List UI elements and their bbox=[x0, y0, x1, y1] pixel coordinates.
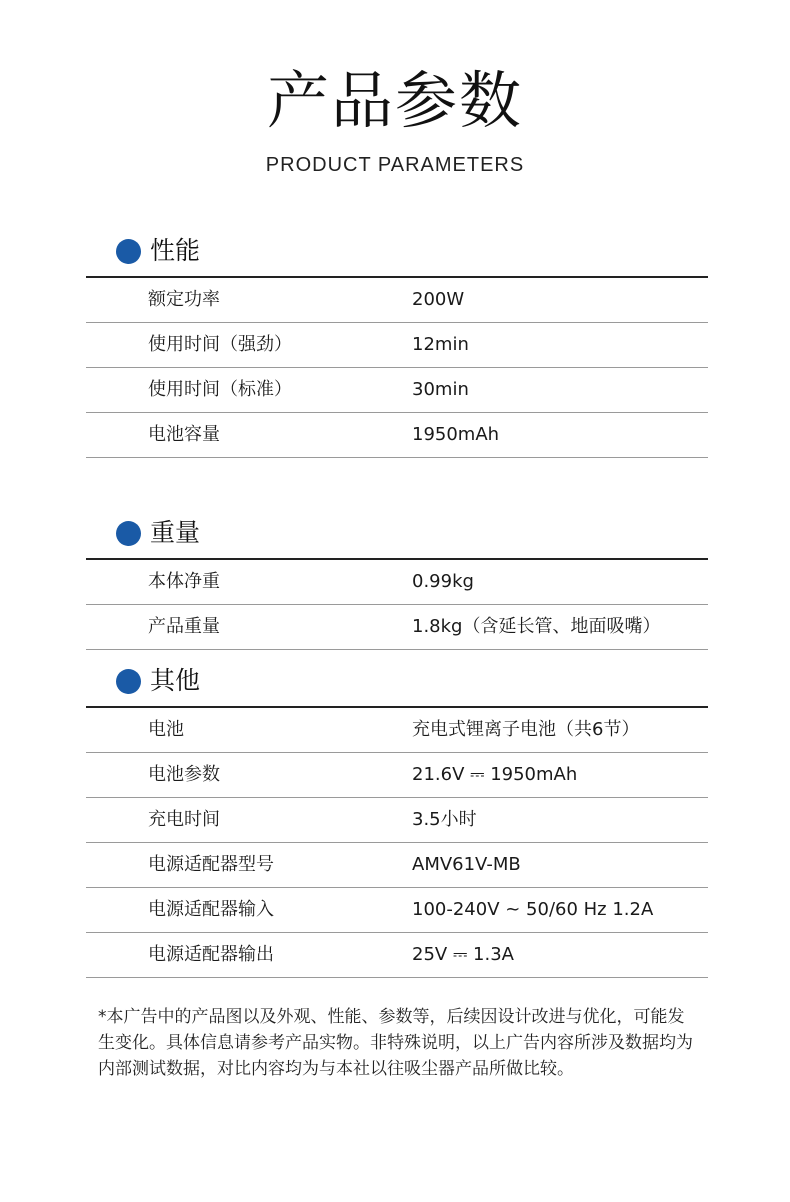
section-title: 其他 bbox=[150, 666, 201, 695]
row-label: 电源适配器输入 bbox=[148, 899, 274, 920]
spec-table bbox=[86, 276, 708, 458]
row-label: 使用时间（强劲） bbox=[148, 334, 292, 355]
page-title: 产品参数 bbox=[266, 64, 523, 137]
table-row bbox=[86, 888, 708, 933]
table-row bbox=[86, 708, 708, 753]
row-value: 1950mAh bbox=[412, 424, 500, 445]
row-label: 电源适配器型号 bbox=[148, 854, 274, 875]
section-header bbox=[86, 228, 708, 276]
row-value: 0.99kg bbox=[412, 571, 474, 592]
bullet-dot-icon bbox=[116, 669, 141, 694]
row-label: 使用时间（标准） bbox=[148, 379, 292, 400]
section-header bbox=[86, 510, 708, 558]
row-value: 30min bbox=[412, 379, 469, 400]
row-value: 25V ⎓ 1.3A bbox=[412, 944, 514, 965]
table-row bbox=[86, 278, 708, 323]
row-value: 21.6V ⎓ 1950mAh bbox=[412, 764, 578, 785]
section-header bbox=[86, 658, 708, 706]
row-label: 电源适配器输出 bbox=[148, 944, 274, 965]
section-performance bbox=[86, 228, 708, 458]
table-row bbox=[86, 605, 708, 650]
spec-table bbox=[86, 558, 708, 650]
table-row bbox=[86, 753, 708, 798]
table-row bbox=[86, 933, 708, 978]
row-label: 电池 bbox=[148, 719, 184, 740]
row-label: 电池容量 bbox=[148, 424, 220, 445]
row-value: 12min bbox=[412, 334, 469, 355]
section-title: 性能 bbox=[150, 236, 201, 265]
row-label: 产品重量 bbox=[148, 616, 220, 637]
table-row bbox=[86, 843, 708, 888]
table-row bbox=[86, 560, 708, 605]
bullet-dot-icon bbox=[116, 521, 141, 546]
row-label: 额定功率 bbox=[148, 289, 220, 310]
page-subtitle: PRODUCT PARAMETERS bbox=[265, 154, 525, 176]
table-row bbox=[86, 368, 708, 413]
table-row bbox=[86, 798, 708, 843]
table-row bbox=[86, 323, 708, 368]
row-value: 100-240V ~ 50/60 Hz 1.2A bbox=[412, 899, 654, 920]
spec-table bbox=[86, 706, 708, 978]
section-other bbox=[86, 658, 708, 978]
section-title: 重量 bbox=[150, 518, 201, 547]
row-label: 电池参数 bbox=[148, 764, 220, 785]
section-weight bbox=[86, 510, 708, 650]
row-label: 本体净重 bbox=[148, 571, 220, 592]
row-value: AMV61V-MB bbox=[412, 854, 521, 875]
row-value: 3.5小时 bbox=[412, 809, 477, 830]
disclaimer-note: *本广告中的产品图以及外观、性能、参数等，后续因设计改进与优化，可能发生变化。具体信息请参考产品实物。非特殊说明，以上广告内容所涉及数据均为内部测试数据，对比内容均为与本社以往吸尘器产品所做比较。 bbox=[98, 1007, 693, 1079]
bullet-dot-icon bbox=[116, 239, 141, 264]
row-label: 充电时间 bbox=[148, 809, 220, 830]
table-row bbox=[86, 413, 708, 458]
row-value: 200W bbox=[412, 289, 465, 310]
row-value: 1.8kg（含延长管、地面吸嘴） bbox=[412, 616, 661, 637]
row-value: 充电式锂离子电池（共6节） bbox=[412, 719, 640, 740]
